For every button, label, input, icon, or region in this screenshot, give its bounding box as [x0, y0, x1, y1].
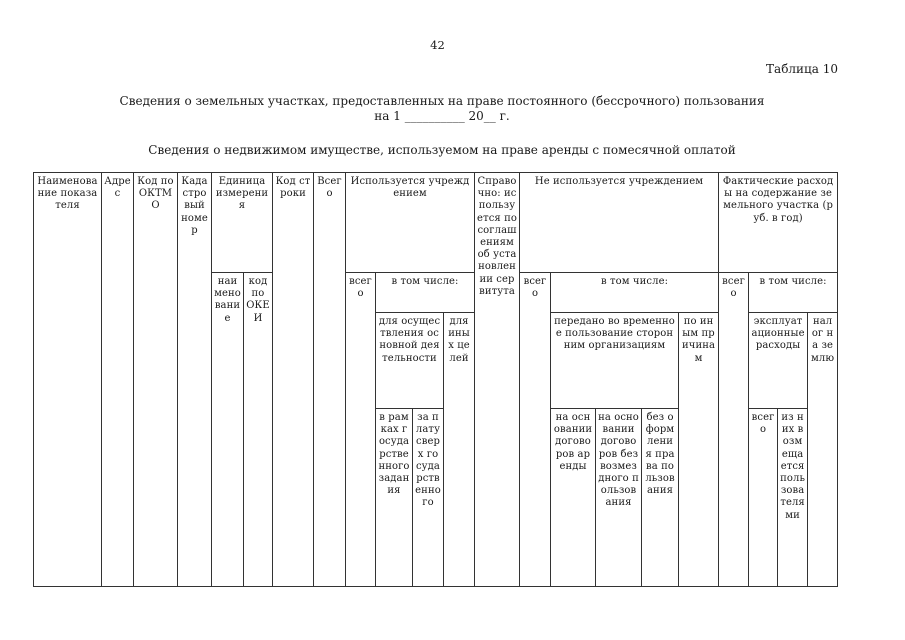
header-operating-costs: эксплуатационные расходы — [749, 313, 808, 409]
document-subtitle: Сведения о недвижимом имуществе, используемом на праве аренды с помесячной оплатой — [148, 143, 736, 157]
header-cadastral-number: Кадастровый номер — [178, 173, 212, 587]
header-no-documents: без оформления права пользования — [642, 409, 679, 587]
header-address: Адрес — [102, 173, 134, 587]
header-operating-total: всего — [749, 409, 778, 587]
page-number: 42 — [430, 38, 445, 52]
document-title — [0, 94, 884, 124]
header-unit-okei: код по ОКЕИ — [244, 273, 273, 587]
header-unit: Единица измерения — [212, 173, 273, 273]
header-state-task: в рамках государственного задания — [376, 409, 413, 587]
header-reimbursed: из них возмещается пользователями — [778, 409, 808, 587]
land-plots-table — [33, 172, 838, 587]
header-main-activity: для осуществления основной деятельности — [376, 313, 444, 409]
header-land-tax: налог на землю — [808, 313, 838, 587]
header-lease-agreements: на основании договоров аренды — [551, 409, 596, 587]
header-used: Используется учреждением — [346, 173, 475, 273]
header-free-use-agreements: на основании договоров безвозмездного пользования — [596, 409, 642, 587]
header-costs-including: в том числе: — [749, 273, 838, 313]
title-line-2: на 1 __________ 20__ г. — [374, 109, 510, 123]
table-label: Таблица 10 — [766, 62, 838, 76]
header-total: Всего — [314, 173, 346, 587]
header-paid-services: за плату сверх государственного — [413, 409, 444, 587]
header-other-reasons: по иным причинам — [679, 313, 719, 587]
header-used-total: всего — [346, 273, 376, 587]
header-row-code: Код строки — [273, 173, 314, 587]
header-costs-total: всего — [719, 273, 749, 587]
header-used-including: в том числе: — [376, 273, 475, 313]
header-transferred: передано во временное пользование сторонним организациям — [551, 313, 679, 409]
header-actual-costs: Фактические расходы на содержание земельного участка (руб. в год) — [719, 173, 838, 273]
header-other-purposes: для иных целей — [444, 313, 475, 587]
header-not-used-including: в том числе: — [551, 273, 719, 313]
header-oktmo: Код по ОКТМО — [134, 173, 178, 587]
header-reference-servitude: Справочно: используется по соглашениям об установлении сервитута — [475, 173, 520, 587]
header-not-used-total: всего — [520, 273, 551, 587]
header-not-used: Не используется учреждением — [520, 173, 719, 273]
header-indicator-name: Наименование показателя — [34, 173, 102, 587]
title-line-1: Сведения о земельных участках, предоставленных на праве постоянного (бессрочного) пользования — [119, 94, 765, 108]
header-unit-name: наименование — [212, 273, 244, 587]
